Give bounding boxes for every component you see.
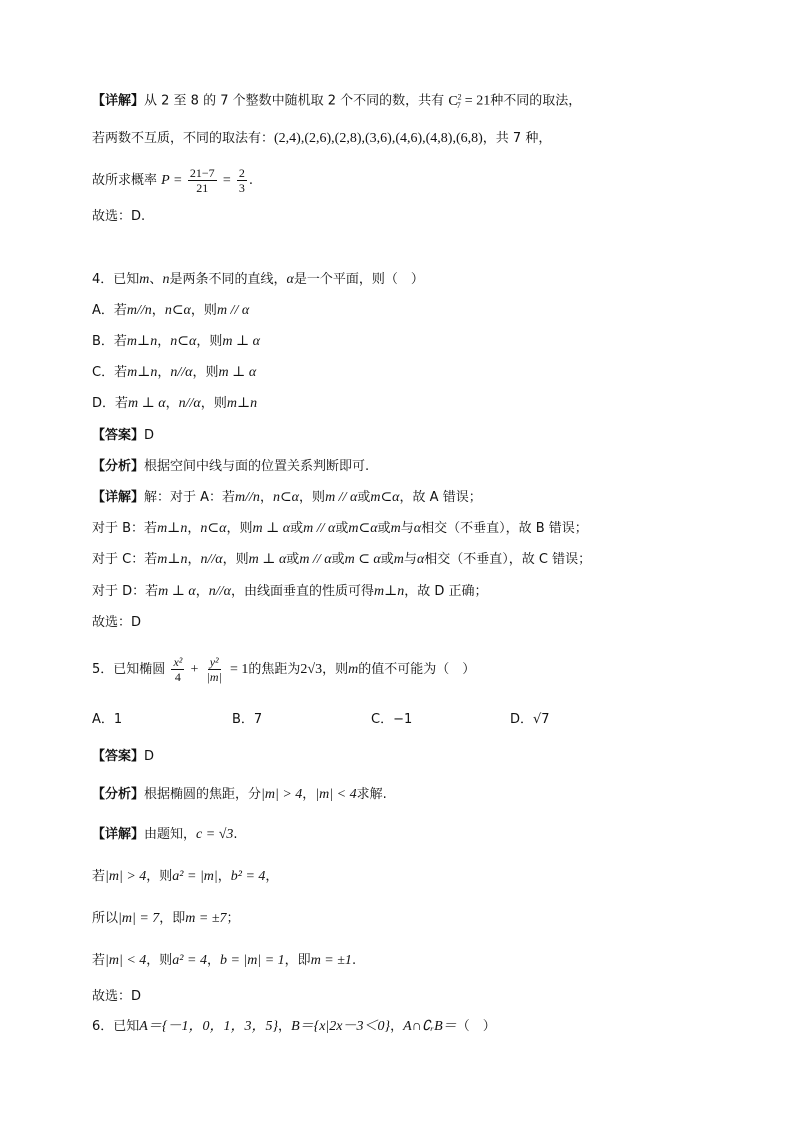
fraction: $\frac{\text{y²}}{|m|}$ bbox=[206, 655, 222, 684]
combination-value: = 21 bbox=[464, 93, 491, 109]
q4-detail-c: 对于 C：若m⊥n，n//α，则m ⊥ α或m // α或m ⊂ α或m与α相交（不垂直），故 C 错误； bbox=[92, 552, 592, 567]
combination-symbol: $C^2_7$ bbox=[448, 92, 462, 111]
q4-answer: 【答案】D bbox=[92, 428, 155, 443]
q5-option-d: D．√7 bbox=[510, 712, 550, 727]
detail-tag: 【详解】 bbox=[92, 93, 145, 109]
q5-answer: 【答案】D bbox=[92, 749, 155, 764]
q4-detail-d: 对于 D：若m ⊥ α，n//α，由线面垂直的性质可得m⊥n，故 D 正确； bbox=[92, 584, 488, 599]
q4-analysis: 【分析】根据空间中线与面的位置关系判断即可. bbox=[92, 459, 370, 474]
q4-option-c: C．若m⊥n，n//α，则m ⊥ α bbox=[92, 365, 257, 380]
q4-option-d: D．若m ⊥ α，n//α，则m⊥n bbox=[92, 396, 258, 411]
q3-detail-line2: 若两数不互质，不同的取法有：(2,4),(2,6),(2,8),(3,6),(4,6),(4,8),(6,8)，共 7 种， bbox=[92, 131, 552, 146]
q5-analysis: 【分析】根据椭圆的焦距，分|m| > 4，|m| < 4求解. bbox=[92, 787, 387, 802]
q5-option-a: A．1 bbox=[92, 712, 123, 727]
q3-detail-line1 bbox=[92, 88, 581, 115]
fraction: $\frac{\text{x²}}{4}$ bbox=[173, 655, 183, 684]
q5-detail: 【详解】由题知，c = √3. bbox=[92, 827, 238, 842]
question-number: 5 bbox=[92, 662, 101, 677]
q4-option-a: A．若m//n，n⊂α，则m // α bbox=[92, 303, 250, 318]
q5-option-b: B．7 bbox=[232, 712, 263, 727]
q3-detail-text: 从 2 至 8 的 7 个整数中随机取 2 个不同的数，共有 bbox=[144, 93, 445, 109]
q4-option-b: B．若m⊥n，n⊂α，则m ⊥ α bbox=[92, 334, 260, 349]
question-number: 6 bbox=[92, 1019, 101, 1034]
q3-choose: 故选：D. bbox=[92, 209, 146, 224]
q5-case-1-result: 所以|m| = 7，即m = ±7； bbox=[92, 911, 240, 926]
q5-case-2: 若|m| < 4，则a² = 4，b = |m| = 1，即m = ±1. bbox=[92, 953, 357, 968]
q5-option-c: C．−1 bbox=[371, 712, 413, 727]
q4-choose: 故选：D bbox=[92, 615, 142, 630]
fraction: $\frac{21-7}{21}$ bbox=[189, 166, 215, 195]
q3-detail-tail: 种不同的取法， bbox=[490, 93, 582, 109]
q3-probability-line: 故所求概率 P = $\frac{21-7}{21}$ = $\frac{2}{3}$ . bbox=[92, 166, 254, 195]
question-number: 4 bbox=[92, 272, 101, 287]
q5-stem: 5．已知椭圆 $\frac{\text{x²}}{4}$ + $\frac{\text{y²}}{|m|}$ = 1的焦距为2√3，则m的值不可能为（ ） bbox=[92, 655, 476, 684]
fraction: $\frac{2}{3}$ bbox=[238, 166, 245, 195]
q4-detail-a: 【详解】解：对于 A：若m//n，n⊂α，则m // α或m⊂α，故 A 错误； bbox=[92, 490, 482, 505]
pairs-list: (2,4),(2,6),(2,8),(3,6),(4,6),(4,8),(6,8) bbox=[274, 131, 483, 146]
q6-stem: 6．已知A＝{－1，0，1，3，5}，B＝{x|2x－3＜0}，A∩∁ᵣB＝（ ） bbox=[92, 1019, 496, 1034]
q4-detail-b: 对于 B：若m⊥n，n⊂α，则m ⊥ α或m // α或m⊂α或m与α相交（不垂直），故 B 错误； bbox=[92, 521, 588, 536]
q5-case-1: 若|m| > 4，则a² = |m|，b² = 4， bbox=[92, 869, 279, 884]
q4-stem: 4．已知m、n是两条不同的直线，α是一个平面，则（ ） bbox=[92, 272, 424, 287]
q5-choose: 故选：D bbox=[92, 989, 142, 1004]
